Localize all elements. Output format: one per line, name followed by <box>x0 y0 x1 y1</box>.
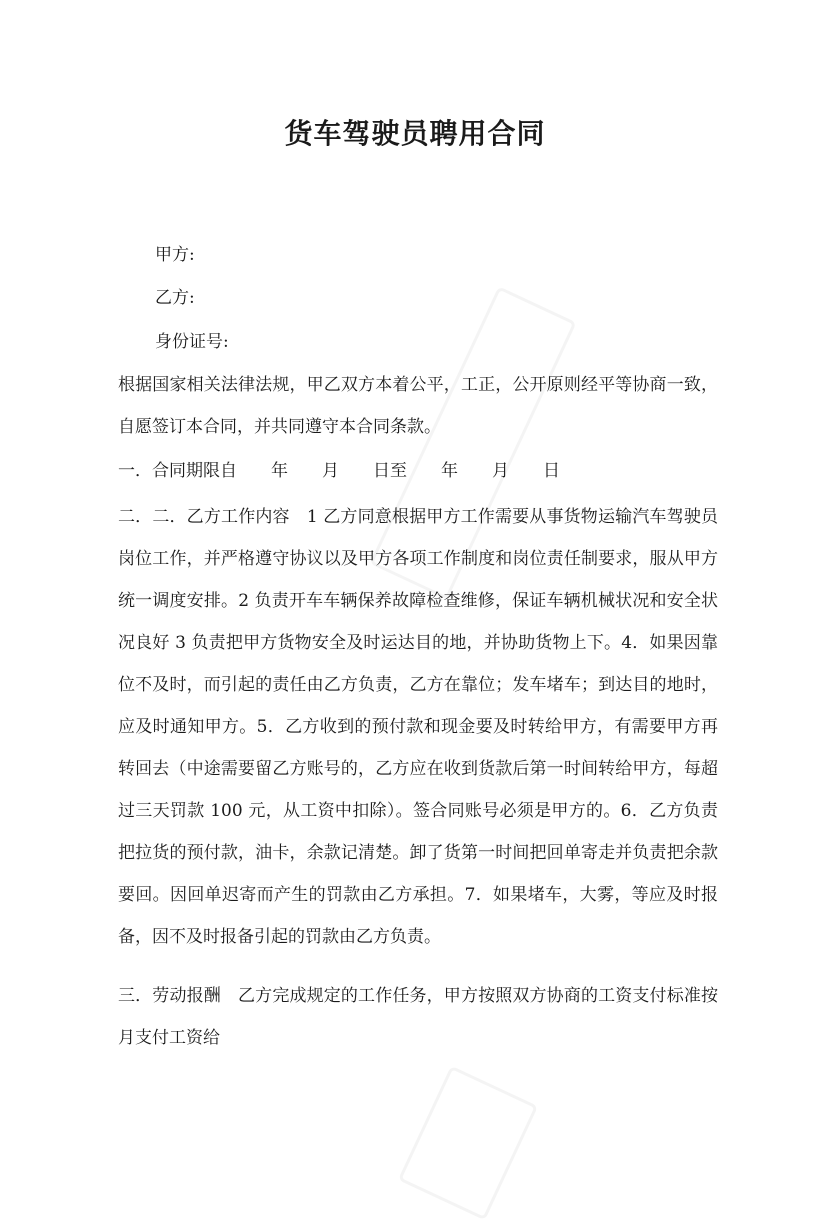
document-title: 货车驾驶员聘用合同 <box>284 117 546 150</box>
clause-remuneration: 三．劳动报酬 乙方完成规定的工作任务，甲方按照双方协商的工资支付标准按月支付工资给 <box>118 986 718 1048</box>
clause-term: 一．合同期限自 年 月 日至 年 月 日 <box>118 461 560 481</box>
clause-work-content: 二．二．乙方工作内容 1 乙方同意根据甲方工作需要从事货物运输汽车驾驶员岗位工作，并严格遵守协议以及甲方各项工作制度和岗位责任制要求，服从甲方统一调度安排。2 负责开车车辆保养故障检查维修，保证车辆机械状况和安全状况良好 3 负责把甲方货物安全及时运达目的地，并协助货物上下。4．如果因靠位不及时，而引起的责任由乙方负责，乙方在靠位；发车堵车；到达目的地时，应及时通知甲方。5．乙方收到的预付款和现金要及时转给甲方，有需要甲方再转回去（中途需要留乙方账号的，乙方应在收到货款后第一时间转给甲方，每超过三天罚款 100 元，从工资中扣除）。签合同账号必须是甲方的。6．乙方负责把拉货的预付款，油卡，余款记清楚。卸了货第一时间把回单寄走并负责把余款要回。因回单迟寄而产生的罚款由乙方承担。7．如果堵车，大雾，等应及时报备，因不及时报备引起的罚款由乙方负责。 <box>118 507 718 947</box>
watermark-mark-bottom <box>398 1066 538 1220</box>
id-number-label: 身份证号: <box>155 332 229 352</box>
party-b-label: 乙方: <box>155 288 195 308</box>
preamble-paragraph: 根据国家相关法律法规，甲乙双方本着公平，工正，公开原则经平等协商一致，自愿签订本合同，并共同遵守本合同条款。 <box>118 375 718 437</box>
party-a-label: 甲方: <box>155 245 195 265</box>
